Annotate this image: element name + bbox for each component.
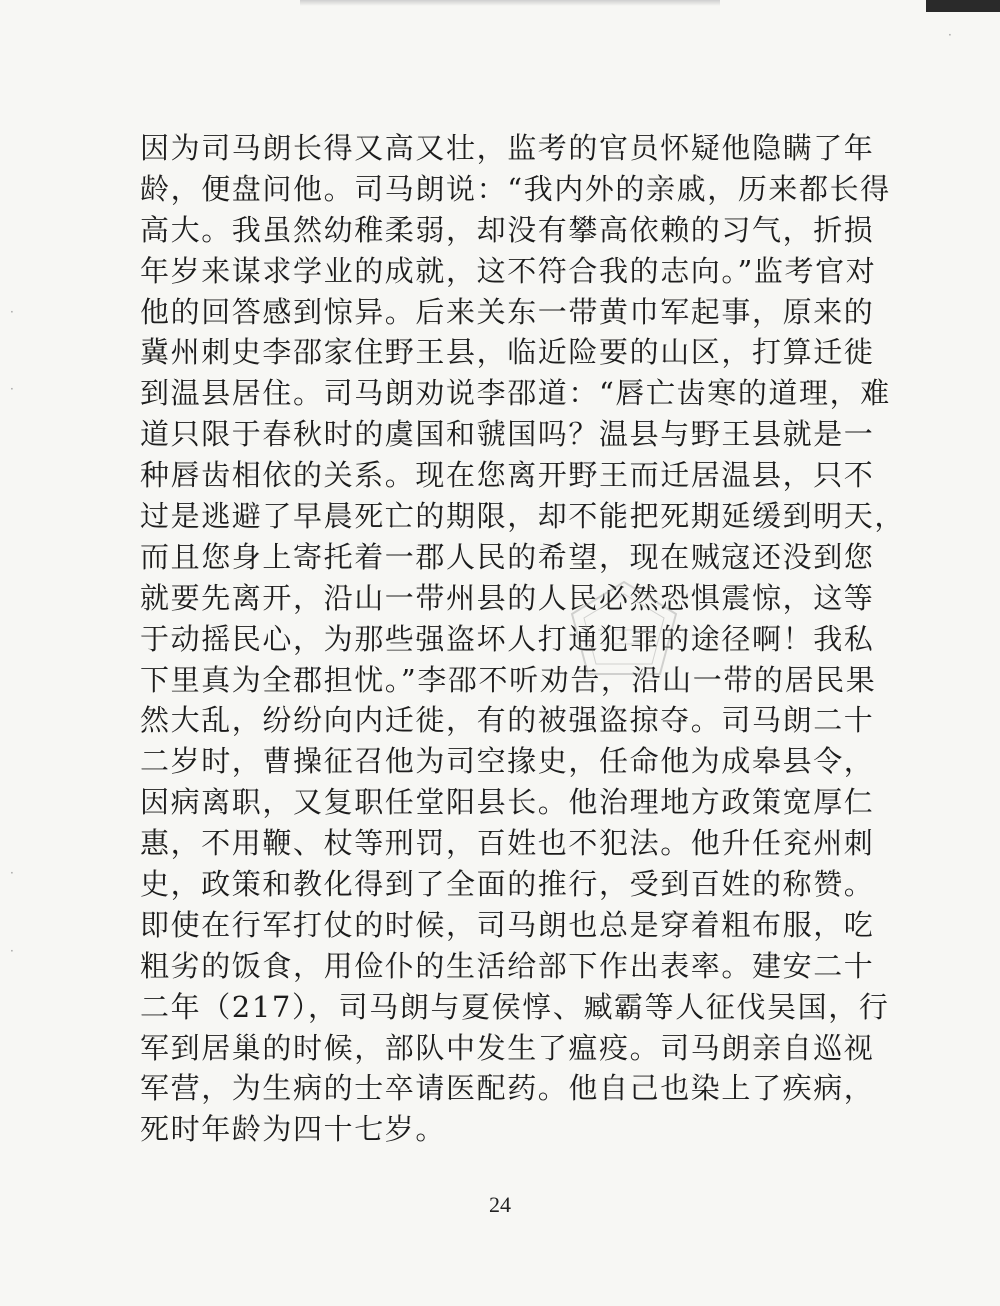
text-line: 粗劣的饭食，用俭仆的生活给部下作出表率。建安二十 xyxy=(140,948,875,983)
scan-speck: · xyxy=(10,866,14,880)
scan-shadow xyxy=(300,0,720,6)
text-line: 而且您身上寄托着一郡人民的希望，现在贼寇还没到您 xyxy=(140,539,875,574)
scan-speck: · xyxy=(10,944,14,958)
text-line: 于动摇民心，为那些强盗坏人打通犯罪的途径啊！我私 xyxy=(140,621,875,656)
text-line: 龄，便盘问他。司马朗说：“我内外的亲戚，历来都长得 xyxy=(140,171,891,206)
watermark-stamp xyxy=(568,578,680,678)
text-line: 到温县居住。司马朗劝说李邵道：“唇亡齿寒的道理，难 xyxy=(140,376,891,411)
text-line: 就要先离开，沿山一带州县的人民必然恐惧震惊，这等 xyxy=(140,580,875,615)
text-line: 军营，为生病的士卒请医配药。他自己也染上了疾病， xyxy=(140,1071,875,1106)
body-paragraph xyxy=(140,128,906,1150)
text-line: 年岁来谋求学业的成就，这不符合我的志向。”监考官对 xyxy=(140,253,877,288)
text-line: 下里真为全郡担忧。”李邵不听劝告，沿山一带的居民果 xyxy=(140,662,877,697)
text-line: 冀州刺史李邵家住野王县，临近险要的山区，打算迁徙 xyxy=(140,335,875,370)
text-line: 军到居巢的时候，部队中发生了瘟疫。司马朗亲自巡视 xyxy=(140,1030,875,1065)
text-line: 死时年龄为四十七岁。 xyxy=(140,1112,447,1147)
scan-speck: · xyxy=(10,382,14,396)
text-line: 即使在行军打仗的时候，司马朗也总是穿着粗布服，吃 xyxy=(140,907,875,942)
text-line: 因病离职，又复职任堂阳县长。他治理地方政策宽厚仁 xyxy=(140,785,875,820)
text-line: 惠，不用鞭、杖等刑罚，百姓也不犯法。他升任兖州刺 xyxy=(140,826,875,861)
text-line: 过是逃避了早晨死亡的期限，却不能把死期延缓到明天， xyxy=(140,499,906,534)
text-line: 他的回答感到惊异。后来关东一带黄巾军起事，原来的 xyxy=(140,294,875,329)
text-line: 种唇齿相依的关系。现在您离开野王而迁居温县，只不 xyxy=(140,458,875,493)
text-line: 高大。我虽然幼稚柔弱，却没有攀高依赖的习气，折损 xyxy=(140,212,875,247)
text-line: 道只限于春秋时的虞国和虢国吗？温县与野王县就是一 xyxy=(140,417,875,452)
scan-speck: · xyxy=(948,28,952,42)
text-line: 然大乱，纷纷向内迁徙，有的被强盗掠夺。司马朗二十 xyxy=(140,703,875,738)
text-line: 二年（217），司马朗与夏侯惇、臧霸等人征伐吴国，行 xyxy=(140,989,890,1024)
text-line: 二岁时，曹操征召他为司空掾史，任命他为成皋县令， xyxy=(140,744,875,779)
text-line: 因为司马朗长得又高又壮，监考的官员怀疑他隐瞒了年 xyxy=(140,131,875,165)
scan-corner-mark xyxy=(926,0,1000,12)
page-number: 24 xyxy=(489,1192,511,1217)
scan-speck: · xyxy=(10,305,14,319)
text-line: 史，政策和教化得到了全面的推行，受到百姓的称赞。 xyxy=(140,867,875,902)
